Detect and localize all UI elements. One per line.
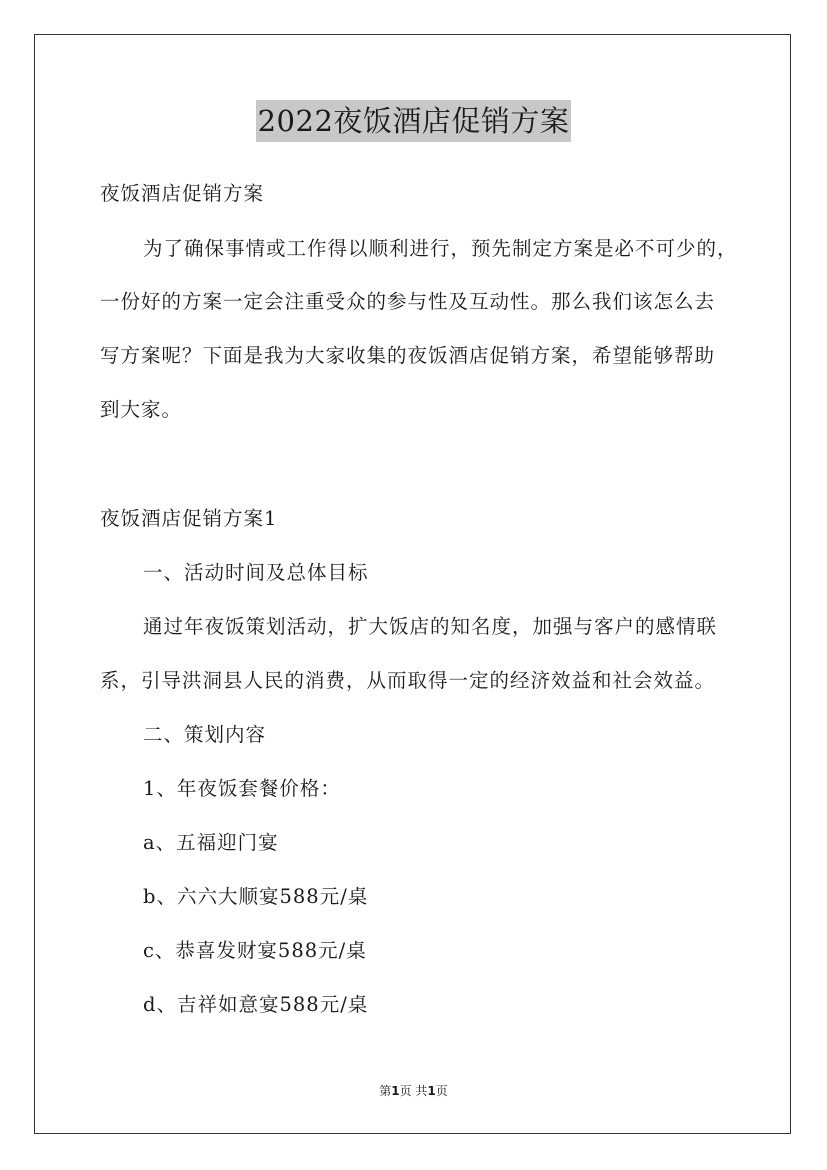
page-footer <box>0 1082 827 1099</box>
part1-body-line: 通过年夜饭策划活动，扩大饭店的知名度，加强与客户的感情联 <box>143 615 718 638</box>
intro-line: 为了确保事情或工作得以顺利进行，预先制定方案是必不可少的， <box>143 237 738 260</box>
footer-page-total: 1 <box>427 1084 436 1098</box>
intro-line: 写方案呢？下面是我为大家收集的夜饭酒店促销方案，希望能够帮助 <box>100 344 716 367</box>
footer-mid: 页 共 <box>399 1084 428 1098</box>
footer-suffix: 页 <box>435 1084 448 1098</box>
section-title: 夜饭酒店促销方案1 <box>100 507 278 530</box>
part1-heading: 一、活动时间及总体目标 <box>143 561 369 584</box>
menu-item: d、吉祥如意宴588元/桌 <box>143 993 369 1016</box>
item1-label: 1、年夜饭套餐价格： <box>143 777 341 800</box>
menu-item: c、恭喜发财宴588元/桌 <box>143 939 367 962</box>
part2-heading: 二、策划内容 <box>143 723 267 746</box>
document-heading: 夜饭酒店促销方案 <box>100 182 265 205</box>
title-wrap <box>0 100 827 142</box>
document-title: 2022夜饭酒店促销方案 <box>256 100 572 142</box>
footer-prefix: 第 <box>379 1084 392 1098</box>
menu-item: a、五福迎门宴 <box>143 831 279 854</box>
intro-line: 到大家。 <box>100 398 183 421</box>
intro-line: 一份好的方案一定会注重受众的参与性及互动性。那么我们该怎么去 <box>100 290 716 313</box>
footer-page-number: 1 <box>391 1084 400 1098</box>
part1-body-line: 系，引导洪洞县人民的消费，从而取得一定的经济效益和社会效益。 <box>100 669 716 692</box>
menu-item: b、六六大顺宴588元/桌 <box>143 885 369 908</box>
